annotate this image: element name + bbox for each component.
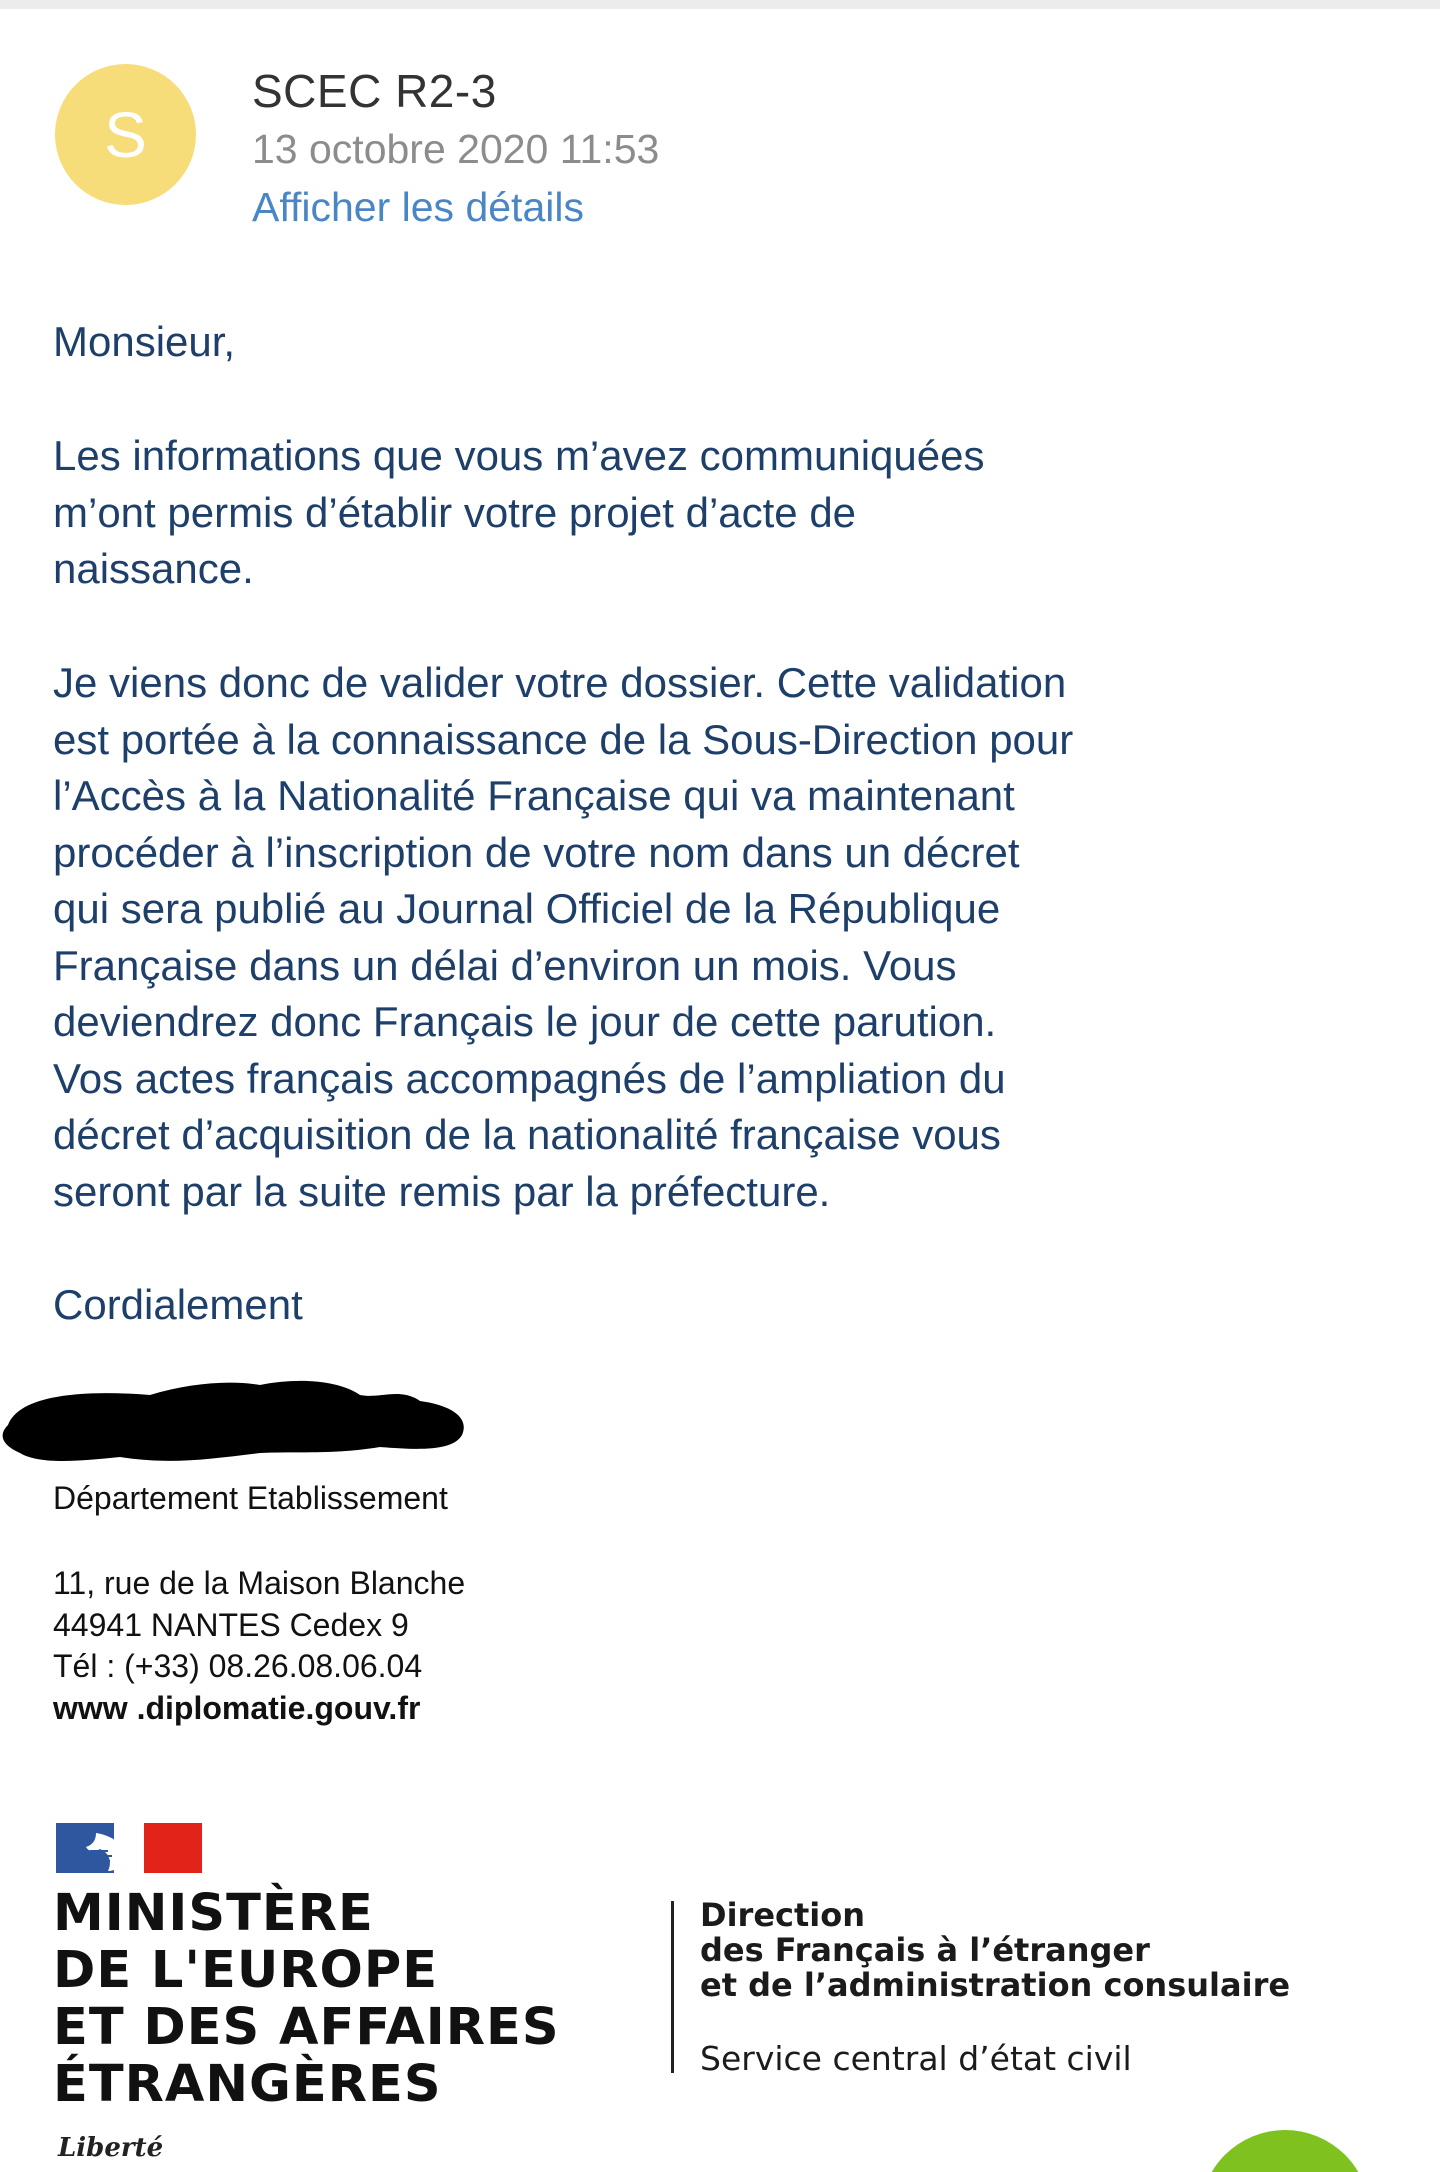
direction-line: et de l’administration consulaire xyxy=(700,1966,1291,2004)
paragraph-line: seront par la suite remis par la préfecture. xyxy=(53,1167,831,1215)
sender-name: SCEC R2-3 xyxy=(252,65,497,117)
paragraph-line: qui sera publié au Journal Officiel de la République xyxy=(53,885,1001,932)
avatar-letter: S xyxy=(104,98,147,171)
paragraph-line: Française dans un délai d’environ un mois. Vous xyxy=(53,941,957,989)
paragraph-line: Vos actes français accompagnés de l’ampliation du xyxy=(53,1054,1006,1102)
paragraph-line: l’Accès à la Nationalité Française qui va maintenant xyxy=(53,772,1015,819)
greeting: Monsieur, xyxy=(53,318,236,365)
ministry-name xyxy=(53,1885,560,2113)
direction-line: Direction xyxy=(700,1896,866,1934)
service-name: Service central d’état civil xyxy=(700,2039,1132,2078)
ministry-line: MINISTÈRE xyxy=(53,1884,374,1943)
direction-name xyxy=(700,1898,1290,2003)
paragraph-line: deviendrez donc Français le jour de cette parution. xyxy=(53,998,997,1045)
paragraph-line: décret d’acquisition de la nationalité française vous xyxy=(53,1111,1001,1158)
paragraph-line: Les informations que vous m’avez communiquées xyxy=(53,432,985,479)
phone-number[interactable]: Tél : (+33) 08.26.08.06.04 xyxy=(53,1648,423,1684)
address-street: 11, rue de la Maison Blanche xyxy=(53,1565,466,1601)
paragraph-line: naissance. xyxy=(53,545,254,592)
paragraph-line: procéder à l’inscription de votre nom dans un décret xyxy=(53,828,1020,876)
marianne-flag-icon xyxy=(56,1823,202,1873)
floating-action-button[interactable] xyxy=(1200,2130,1370,2172)
paragraph-line: Je viens donc de valider votre dossier. Cette validation xyxy=(53,659,1067,706)
email-date: 13 octobre 2020 11:53 xyxy=(252,126,660,172)
sender-avatar xyxy=(55,64,196,205)
signature-department: Département Etablissement xyxy=(53,1480,448,1516)
paragraph-1 xyxy=(53,428,1383,598)
motto: Liberté xyxy=(58,2133,164,2163)
paragraph-line: est portée à la connaissance de la Sous-Direction pour xyxy=(53,715,1074,763)
ministry-line: ÉTRANGÈRES xyxy=(53,2055,442,2114)
address-city: 44941 NANTES Cedex 9 xyxy=(53,1606,409,1643)
ministry-line: DE L'EUROPE xyxy=(53,1941,439,2000)
show-details-link[interactable]: Afficher les détails xyxy=(252,184,584,230)
signature-address xyxy=(53,1563,465,1729)
logo-divider xyxy=(671,1901,674,2073)
redacted-name-scribble xyxy=(0,1365,470,1480)
paragraph-line: m’ont permis d’établir votre projet d’acte de xyxy=(53,488,857,536)
direction-line: des Français à l’étranger xyxy=(700,1931,1150,1969)
paragraph-2 xyxy=(53,655,1383,1220)
ministry-line: ET DES AFFAIRES xyxy=(53,1998,560,2057)
closing: Cordialement xyxy=(53,1281,303,1328)
website-link[interactable]: www .diplomatie.gouv.fr xyxy=(53,1689,421,1726)
top-strip xyxy=(0,0,1440,9)
